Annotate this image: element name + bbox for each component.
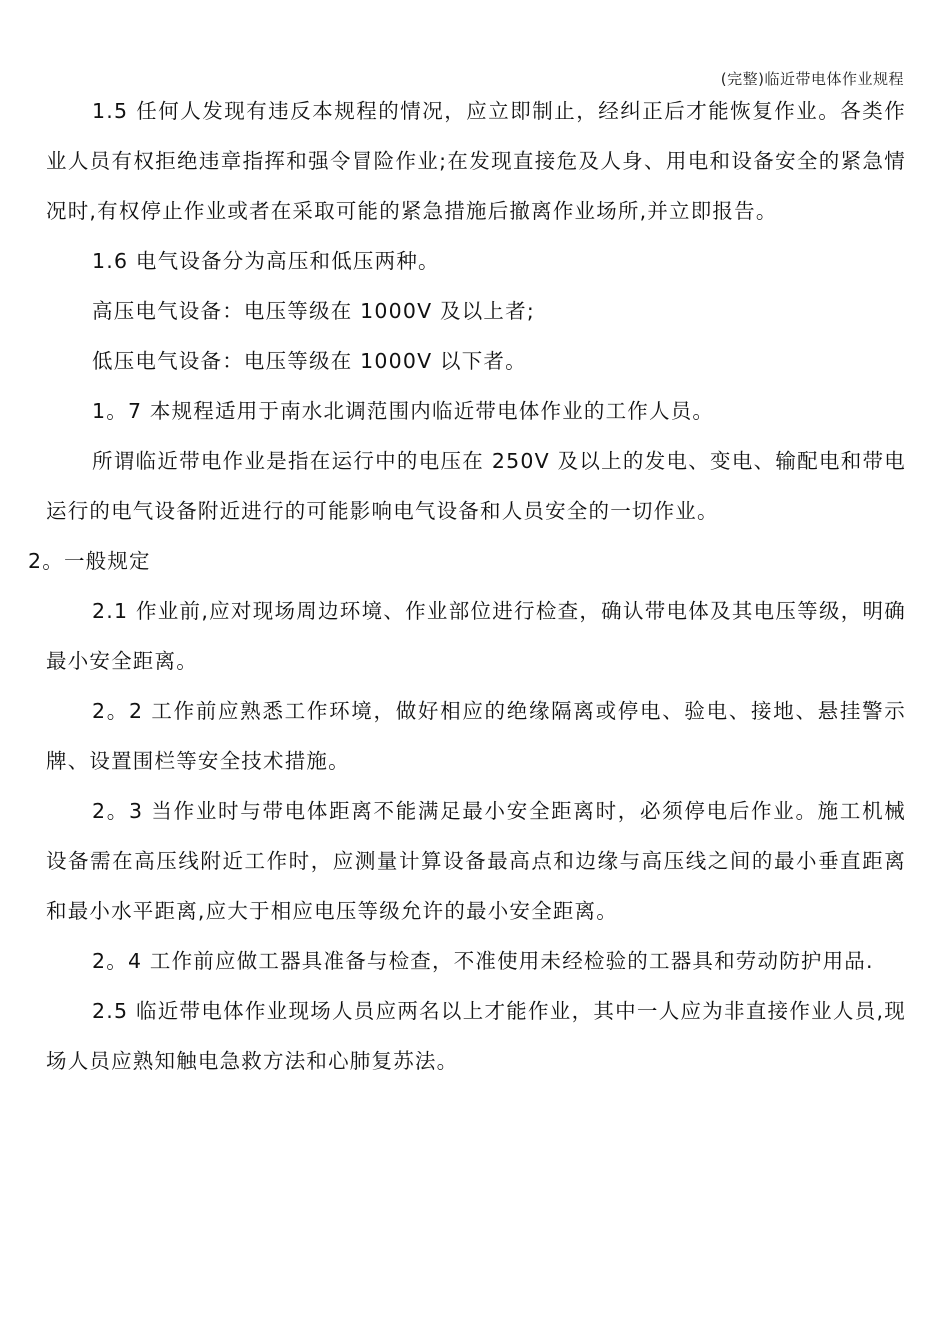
paragraph-high-voltage: 高压电气设备：电压等级在 1000V 及以上者; (92, 299, 535, 323)
paragraph-2-3: 2。3 当作业时与带电体距离不能满足最小安全距离时，必须停电后作业。施工机械设备需在高压线附近工作时，应测量计算设备最高点和边缘与高压线之间的最小垂直距离和最小水平距离,应大于相应电压等级允许的最小安全距离。 (46, 799, 906, 923)
paragraph-2-2: 2。2 工作前应熟悉工作环境，做好相应的绝缘隔离或停电、验电、接地、悬挂警示牌、设置围栏等安全技术措施。 (46, 699, 906, 773)
paragraph-definition: 所谓临近带电作业是指在运行中的电压在 250V 及以上的发电、变电、输配电和带电运行的电气设备附近进行的可能影响电气设备和人员安全的一切作业。 (46, 449, 906, 523)
running-header: (完整)临近带电体作业规程 (720, 70, 904, 88)
paragraph-low-voltage: 低压电气设备：电压等级在 1000V 以下者。 (92, 349, 527, 373)
section-heading-2: 2。一般规定 (28, 549, 151, 573)
paragraph-2-4: 2。4 工作前应做工器具准备与检查，不准使用未经检验的工器具和劳动防护用品. (92, 949, 874, 973)
paragraph-2-5: 2.5 临近带电体作业现场人员应两名以上才能作业，其中一人应为非直接作业人员,现场人员应熟知触电急救方法和心肺复苏法。 (46, 999, 906, 1073)
paragraph-2-1: 2.1 作业前,应对现场周边环境、作业部位进行检查，确认带电体及其电压等级，明确最小安全距离。 (46, 599, 906, 673)
paragraph-1-7: 1。7 本规程适用于南水北调范围内临近带电体作业的工作人员。 (92, 399, 715, 423)
paragraph-1-5: 1.5 任何人发现有违反本规程的情况，应立即制止，经纠正后才能恢复作业。各类作业人员有权拒绝违章指挥和强令冒险作业;在发现直接危及人身、用电和设备安全的紧急情况时,有权停止作业或者在采取可能的紧急措施后撤离作业场所,并立即报告。 (46, 99, 906, 223)
paragraph-1-6: 1.6 电气设备分为高压和低压两种。 (92, 249, 440, 273)
body-text (28, 86, 906, 1086)
